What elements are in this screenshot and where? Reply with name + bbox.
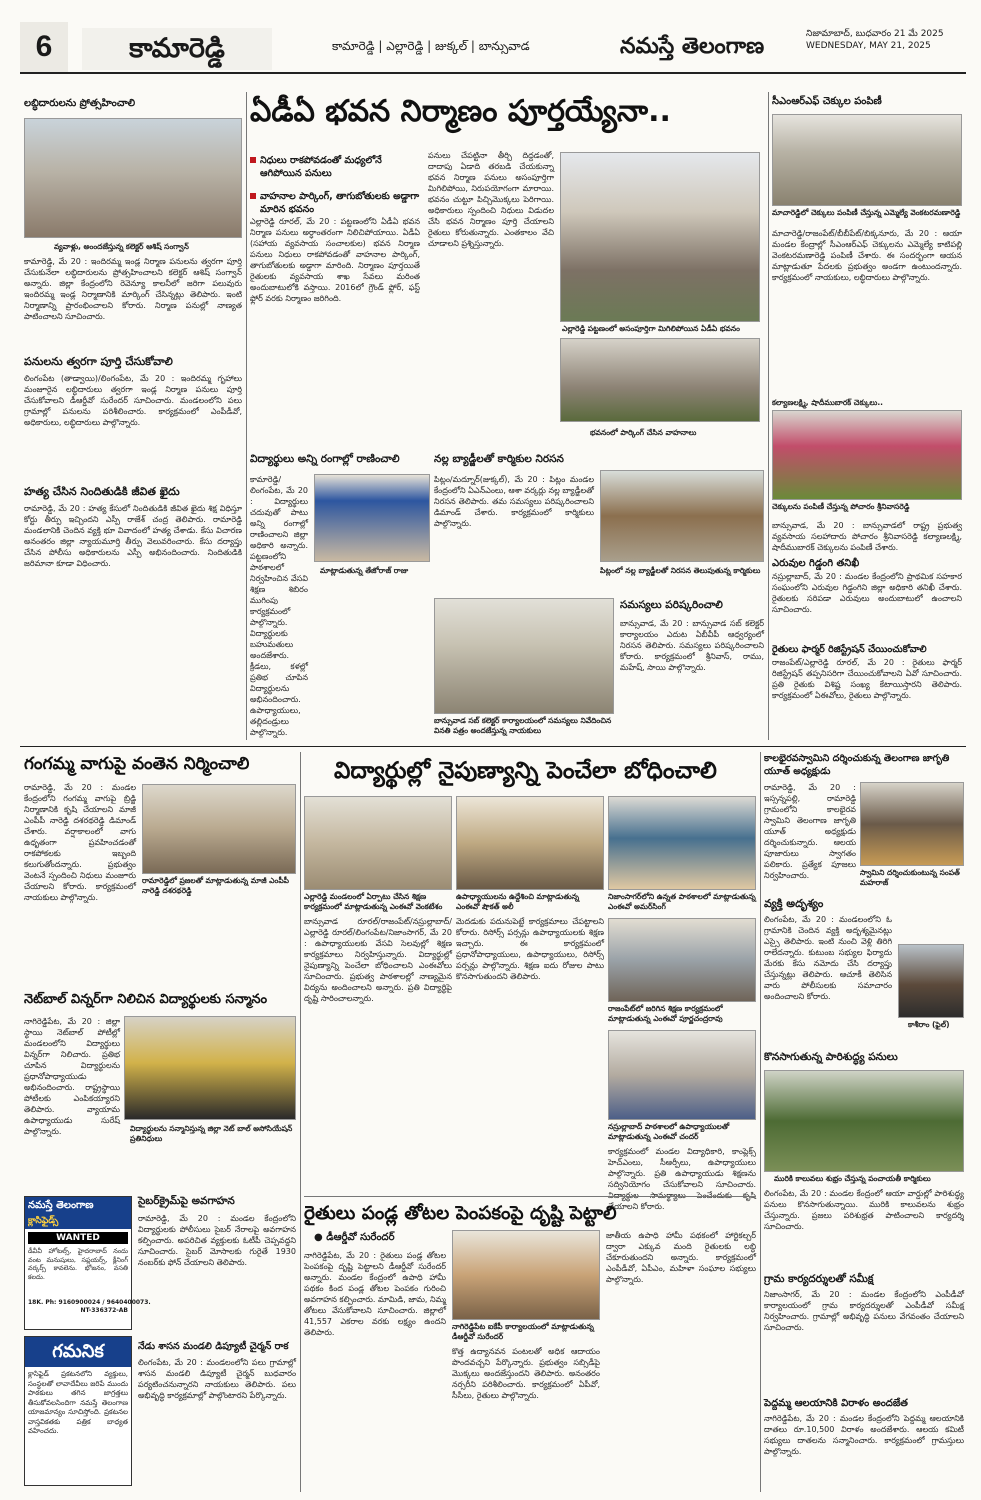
body: లింగంపేట, మే 20 : మండల కేంద్రంలో ఆయా వార్డుల్లో పారిశుద్ధ్య పనులు కొనసాగుతున్నాయి. మురికి కాలువలను శుభ్రం చేస్తున్నారు. ప్రజలు పరిశుభ్రత పాటించాలని కార్యదర్శి సూచించారు. [764,1189,964,1231]
story-temple [764,752,964,890]
photo-temple [860,782,964,866]
date-telugu: నిజామాబాద్, బుధవారం 21 మే 2025 [806,29,944,39]
ad-tagline: క్లాసిఫైడ్స్ [25,1215,131,1229]
ad-notice-title: గమనిక [25,1337,131,1367]
lead-body-2: పనులు చేపట్టినా తీర్చి దిద్దడంతో, దాదాపు ఏడాది తరబడి చేయకున్నా భవన నిర్మాణ పనులు అసంపూర్తిగా మిగిలిపోయి, నిరుపయోగంగా మారాయి. భవనం చుట్టూ పిచ్చిమొక్కలు పెరిగాయి. అధికారులు స్పందించి నిధులు విడుదల చేసి భవన నిర్మాణం పూర్తి చేయాలని రైతులు కోరుతున్నారు. ఎంతకాలం వేచి చూడాలని ప్రశ్నిస్తున్నారు. [428,151,554,248]
headline: లబ్ధిదారులను ప్రోత్సహించాలి [24,98,136,109]
story-farmers-garden [304,1200,756,1490]
photo-ada-building [560,152,760,322]
page-header [20,22,966,74]
bullet-2: వాహనాల పార్కింగ్, తాగుబోతులకు అడ్డాగా మారిన భవనం [250,190,420,216]
headline: రైతులు ఫార్మర్ రిజిస్ట్రేషన్ చేయించుకోవాలి [772,644,927,655]
caption-3: చెక్కులను పంపిణీ చేస్తున్న పోచారం శ్రీనివాసరెడ్డి [772,502,910,511]
lead-body-1: ఎల్లారెడ్డి రూరల్, మే 20 : పట్టణంలోని ఏడీఏ భవన నిర్మాణ పనులు అర్ధాంతరంగా నిలిచిపోయాయి. ఏడీఏ (సహాయ వ్యవసాయ సంచాలకుల) భవన నిర్మాణ పనులు నిధులు రాకపోవడంతో వాహనాల పార్కింగ్, తాగుబోతులకు అడ్డాగా మారింది. నిర్మాణం పూర్తయితే రైతులకు వ్యవసాయ శాఖ సేవలు మరింత అందుబాటులోకి వస్తాయి. 2016లో గ్రౌండ్ ఫ్లోర్, ఫస్ట్ ఫ్లోర్ వరకు నిర్మాణం జరిగింది. [250,217,420,303]
headline: విద్యార్థులు అన్ని రంగాల్లో రాణించాలి [250,453,400,465]
story-council-deputy [138,1340,296,1488]
photo-training-2 [456,796,604,890]
story-bridge [24,752,296,984]
section-title: కామారెడ్డి [82,28,272,70]
ad-classifieds [24,1196,151,1330]
byline-dot: ● [314,1232,327,1243]
caption: పిట్లంలో నల్ల బ్యాడ్జీలతో నిరసన తెలుపుతున్న కార్మికులు [600,566,761,575]
photo-cmrf [772,114,962,206]
story-rule [304,1196,756,1197]
story-netball [24,990,296,1186]
headline: సమస్యలు పరిష్కరించాలి [620,599,723,611]
body: పిట్లం/మద్నూర్(జుక్కల్), మే 20 : పిట్లం మండల కేంద్రంలోని ఏఎన్ఎంలు, ఆశా వర్కర్లు నల్ల బ్యాడ్జీలతో నిరసన తెలిపారు. తమ సమస్యలు పరిష్కరించాలని డిమాండ్ చేశారు. కార్యక్రమంలో కార్మికులు పాల్గొన్నారు. [434,475,594,528]
body-1: బాన్సువాడ రూరల్/రాజంపేట్/నస్రుల్లాబాద్/ఎల్లారెడ్డి రూరల్/లింగంపేట/నిజాంసాగర్, మే 20 : ఉపాధ్యాయులకు వేసవి సెలవుల్లో శిక్షణ కార్యక్రమాలు నిర్వహిస్తున్నారు. విద్యార్థుల్లో నైపుణ్యాన్ని పెంచేలా బోధించాలని ఎంఈవోలు సూచించారు. ప్రభుత్వ పాఠశాలల్లో నాణ్యమైన విద్యను అందించాలని అన్నారు. ప్రతి విద్యార్థిపై దృష్టి సారించాలన్నారు. [304,917,452,1003]
ad-wanted: WANTED [28,1232,128,1244]
lead-caption-1: ఎల్లారెడ్డి పట్టణంలో అసంపూర్తిగా మిగిలిపోయిన ఏడీఏ భవనం [562,324,740,333]
subsection-list: కామారెడ్డి | ఎల్లారెడ్డి | జుక్కల్ | బాన్సువాడ [332,39,530,53]
body: బాన్సువాడ, మే 20 : బాన్సువాడలో రాష్ట్ర ప్రభుత్వ వ్యవసాయ సలహాదారు పోచారం శ్రీనివాసరెడ్డి కల్యాణలక్ష్మి, షాదీముబారక్ చెక్కులను పంపిణీ చేశారు. [772,521,962,552]
body-2: కొత్త ఉద్యానవన పంటలతో అధిక ఆదాయం పొందవచ్చని పేర్కొన్నారు. ప్రభుత్వం సబ్సిడీపై మొక్కలు అందజేస్తుందని తెలిపారు. అనంతరం నర్సరీని పరిశీలించారు. కార్యక్రమంలో ఏపీవో, సీసీలు, రైతులు పాల్గొన్నారు. [452,1347,600,1400]
ad-body: డీవీవీ హోటల్స్, హైదరాబాద్ నందు వంట మనుషులు, సప్లయర్స్, క్లీనింగ్ వర్కర్స్ కావలెను. భోజనం, వసతి కలదు. [28,1247,128,1281]
photo-memorandum [434,598,614,714]
story-farmer-registration [772,642,962,740]
headline: కాలభైరవస్వామిని దర్శించుకున్న తెలంగాణ జాగృతి యూత్ అధ్యక్షుడు [764,753,950,777]
story-lead [250,92,762,444]
photo-training-1 [304,796,452,890]
headline: నేడు శాసన మండలి డిప్యూటీ చైర్మన్ రాక [138,1341,289,1352]
body: నస్రుల్లాబాద్, మే 20 : మండల కేంద్రంలోని ప్రాథమిక సహకార సంఘంలోని ఎరువుల గిడ్డంగిని జిల్లా అధికారి తనిఖీ చేశారు. రైతులకు సరిపడా ఎరువులు అందుబాటులో ఉంచాలని సూచించారు. [772,572,962,614]
caption-3: నిజాంసాగర్‌లోని ఉన్నత పాఠశాలలో మాట్లాడుతున్న ఎంఈవో అమర్‌సింగ్ [608,892,756,911]
photo-protest [600,470,764,562]
section-rule [20,746,966,747]
dateline [806,28,966,52]
headline: గ్రామ కార్యదర్శులతో సమీక్ష [764,1273,874,1285]
photo-collector [24,118,242,238]
bullet-1: నిధులు రాకపోవడంతో మధ్యలోనే ఆగిపోయిన పనులు [250,154,420,180]
body: రామారెడ్డి, మే 20 : ఇస్సన్నపల్లి, రామారెడ్డి గ్రామంలోని కాలభైరవ స్వామిని తెలంగాణ జాగృతి యూత్ అధ్యక్షుడు దర్శించుకున్నారు. ఆలయ పూజారులు స్వాగతం పలికారు. ప్రత్యేక పూజలు నిర్వహించారు. [764,783,856,880]
column-rule [768,92,769,740]
body-1: నాగిరెడ్డిపేట, మే 20 : రైతులు పండ్ల తోటల పెంపకంపై దృష్టి పెట్టాలని డీఆర్డీవో సురేందర్ అన్నారు. మండల కేంద్రంలో ఉపాధి హామీ పథకం కింద పండ్ల తోటల పెంపకం గురించి అవగాహన కల్పించారు. మామిడి, జామ, నిమ్మ తోటలు వేసుకోవాలని సూచించారు. జిల్లాలో 41,557 ఎకరాల వరకు లక్ష్యం ఉందని తెలిపారు. [304,1251,446,1337]
headline: సీఎంఆర్ఎఫ్ చెక్కుల పంపిణీ [772,96,882,107]
story-black-badges [434,452,764,592]
headline: ఎరువుల గిడ్డంగి తనిఖీ [772,558,860,569]
body-3: కార్యక్రమంలో మండల విద్యాధికారి, కాంప్లెక్స్ హెచ్ఎంలు, సీఆర్పీలు, ఉపాధ్యాయులు పాల్గొన్నారు. ప్రతి ఉపాధ్యాయుడు శిక్షణను సద్వినియోగం చేసుకోవాలని సూచించారు. చేయాలని కోరారు. [608,1147,756,1211]
byline [304,1230,395,1245]
caption: విద్యార్థులను సన్మానిస్తున్న జిల్లా నెట్ బాల్ అసోసియేషన్ ప్రతినిధులు [130,1124,293,1143]
photo-school-event [314,474,430,562]
body: రామారెడ్డి, మే 20 : మండల కేంద్రంలోని విద్యార్థులకు పోలీసులు సైబర్ నేరాలపై అవగాహన కల్పించారు. అపరిచిత వ్యక్తులకు ఓటీపీ చెప్పవద్దని సూచించారు. సైబర్ మోసాలకు గురైతే 1930 నంబర్‌కు ఫోన్ చేయాలని తెలిపారు. [138,1214,296,1267]
column-rule [760,752,761,1492]
story-temple-donation [764,1396,964,1490]
photo-training-3 [608,796,756,890]
caption: మాట్లాడుతున్న తేజోరాజ్ రాజు [320,566,409,575]
date-english: WEDNESDAY, MAY 21, 2025 [806,41,931,51]
lead-headline: ఏడీఏ భవన నిర్మాణం పూర్తయ్యేనా.. [250,94,671,129]
headline: గంగమ్మ వాగుపై వంతెన నిర్మించాలి [24,754,250,774]
photo-training-4 [608,918,756,1002]
page-number: 6 [20,22,68,72]
body: మాచారెడ్డి/రాజంపేట్/బీబీపేట్/బిక్కనూరు, మే 20 : ఆయా మండల కేంద్రాల్లో సీఎంఆర్ఎఫ్ చెక్కులను ఎమ్మెల్యే కాటిపల్లి వెంకటరమణారెడ్డి పంపిణీ చేశారు. ఈ సందర్భంగా ఆయన మాట్లాడుతూ పేదలకు ప్రభుత్వం అండగా ఉంటుందన్నారు. కార్యక్రమంలో నాయకులు, లబ్ధిదారులు పాల్గొన్నారు. [772,229,962,282]
story-problems [434,598,764,740]
lead-caption-2: భవనంలో పార్కింగ్ చేసిన వాహనాలు [590,428,697,437]
caption: కాశీరాం (ఫైల్) [908,1020,950,1029]
headline: సైబర్‌క్రైమ్‌పై అవగాహన [138,1195,235,1207]
body: లింగంపేట, మే 20 : మండలంలోని ఓ గ్రామానికి చెందిన వ్యక్తి అదృశ్యమైనట్లు ఎస్సై తెలిపారు. ఇంటి నుంచి వెళ్లి తిరిగి రాలేదన్నారు. కుటుంబ సభ్యుల ఫిర్యాదు మేరకు కేసు నమోదు చేసి దర్యాప్తు చేస్తున్నట్లు తెలిపారు. ఆచూకీ తెలిసిన వారు పోలీసులకు సమాచారం అందించాలని కోరారు. [764,915,892,1001]
story-quick-works [24,354,242,478]
lead-bullets [250,154,420,216]
caption: వ్యవాళ్లు, అంందజేస్తున్న కలెక్టర్ ఆశిష్ సంగ్వాన్ [54,242,189,251]
byline-text: డీఆర్డీవో సురేందర్ [326,1232,395,1243]
masthead: నమస్తే తెలంగాణ [620,33,765,59]
headline: పెద్దమ్మ ఆలయానికి విరాళం అందజేత [764,1398,908,1409]
body: లింగంపేట, మే 20 : మండలంలోని పలు గ్రామాల్లో శాసన మండలి డిప్యూటీ చైర్మన్ బుధవారం పర్యటించనున్నారని నాయకులు తెలిపారు. పలు అభివృద్ధి కార్యక్రమాల్లో పాల్గొంటారని పేర్కొన్నారు. [138,1358,296,1400]
story-cmrf [772,94,962,514]
headline: నెట్‌బాల్ విన్నర్‌గా నిలిచిన విద్యార్థులకు సన్మానం [24,992,268,1007]
caption: స్వామిని దర్శించుకుంటున్న సంపత్ మహరాజ్ [860,868,960,887]
headline: విద్యార్థుల్లో నైపుణ్యాన్ని పెంచేలా బోధించాలి [334,758,717,784]
story-students-talent [250,452,430,740]
body: లింగంపేట (తాడ్వాయి)/లింగంపేట, మే 20 : ఇందిరమ్మ గృహాలు మంజూరైన లబ్ధిదారులు త్వరగా ఇండ్ల నిర్మాణ పనులు పూర్తి చేసుకోవాలని డీఆర్డీవో సురేందర్ సూచించారు. మండలంలోని పలు గ్రామాల్లో పనులను పరిశీలించారు. కార్యక్రమంలో ఎంపీడీవో, అధికారులు, లబ్ధిదారులు పాల్గొన్నారు. [24,374,242,427]
photo-sanitation [764,1070,964,1172]
body: కామారెడ్డి, మే 20 : ఇందిరమ్మ ఇండ్ల నిర్మాణ పనులను త్వరగా పూర్తి చేసుకునేలా లబ్ధిదారులను ప్రోత్సహించాలని కలెక్టర్ ఆశిష్ సంగ్వాన్ అన్నారు. జిల్లా కేంద్రంలోని రెవెన్యూ కాలనీలో జరిగా పలువురు ఇందిరమ్మ ఇండ్ల నిర్మాణానికి మార్కింగ్ చేసిన్నట్లు తెలిపారు. ఇంటి నిర్మాణాన్ని ప్రారంభించాలని కోరారు. నిర్మాణ పనుల్లో నాణ్యత పాటించాలని సూచించారు. [24,257,242,321]
caption: బాన్సువాడ సబ్ కలెక్టర్ కార్యాలయంలో సమస్యలు నివేదించిన వినతి పత్రం అందజేస్తున్న నాయకులు [434,716,612,735]
ad-notice [24,1336,132,1486]
body: రాజంపేట్/ఎల్లారెడ్డి రూరల్, మే 20 : రైతులు ఫార్మర్ రిజిస్ట్రేషన్ తప్పనిసరిగా చేయించుకోవాలని ఏవో సూచించారు. ప్రతి రైతుకు విశిష్ట సంఖ్య కేటాయిస్తారని తెలిపారు. కార్యక్రమంలో ఏఈవోలు, రైతులు పాల్గొన్నారు. [772,658,962,700]
photo-missing-person [898,944,964,1018]
body: బాన్సువాడ, మే 20 : బాన్సువాడ సబ్ కలెక్టర్ కార్యాలయం ఎదుట ఏబీవీపీ ఆధ్వర్యంలో నిరసన తెలిపారు. సమస్యలు పరిష్కరించాలని కోరారు. కార్యక్రమంలో శ్రీనివాస్, రాము, మహేష్, సాయి పాల్గొన్నారు. [620,619,764,672]
photo-drdo-meeting [452,1230,600,1320]
photo-cheques [772,410,962,500]
story-skills [304,754,756,1211]
body: కామారెడ్డి/లింగంపేట, మే 20 : విద్యార్థులు చదువుతో పాటు అన్ని రంగాల్లో రాణించాలని జిల్లా అధికారి అన్నారు. పట్టణంలోని పాఠశాలలో నిర్వహించిన వేసవి శిక్షణ శిబిరం ముగింపు కార్యక్రమంలో పాల్గొన్నారు. విద్యార్థులకు బహుమతులు అందజేశారు. క్రీడలు, కళల్లో ప్రతిభ చూపిన విద్యార్థులను అభినందించారు. ఉపాధ్యాయులు, తల్లిదండ్రులు పాల్గొన్నారు. [250,475,308,737]
headline: వ్యక్తి అదృశ్యం [764,897,824,910]
column-rule [300,752,301,1492]
headline: నల్ల బ్యాడ్జీలతో కార్మికుల నిరసన [434,453,564,465]
headline: కొనసాగుతున్న పారిశుద్ధ్య పనులు [764,1051,898,1063]
body: నాగిరెడ్డిపేట, మే 20 : మండల కేంద్రంలోని పెద్దమ్మ ఆలయానికి దాతలు రూ.10,500 విరాళం అందజేశారు. ఆలయ కమిటీ సభ్యులు దాతలను సన్మానించారు. కార్యక్రమంలో గ్రామస్తులు పాల్గొన్నారు. [764,1414,964,1456]
caption-2: ఉపాధ్యాయులను ఉద్దేశించి మాట్లాడుతున్న ఎంఈవో షౌకత్ అలీ [456,892,580,911]
photo-parking [560,338,760,422]
caption: మాచారెడ్డిలో చెక్కులు పంపిణీ చేస్తున్న ఎమ్మెల్యే వెంకటరమణారెడ్డి [772,208,961,217]
photo-bridge-meeting [142,784,296,874]
photo-training-5 [608,1030,756,1120]
caption: రామారెడ్డిలో ప్రజలతో మాట్లాడుతున్న మాజీ ఎంపీపీ నారెడ్డి దశరథరెడ్డి [142,876,289,895]
ad-code: NT-336372-AB [80,1307,128,1314]
story-rain-check [772,556,962,636]
ad-notice-body: క్లాసిఫైడ్ ప్రకటనలోని వ్యక్తులు, సంస్థలతో లావాదేవీలు జరిపే ముందు పాఠకులు తగిన జాగ్రత్తలు తీసుకోవలసిందిగా నమస్తే తెలంగాణ యాజమాన్యం సూచిస్తోంది. ప్రకటనల వాస్తవికతకు పత్రిక బాధ్యత వహించదు. [28,1370,128,1435]
body: నాగిరెడ్డిపేట, మే 20 : జిల్లా స్థాయి నెట్‌బాల్ పోటీల్లో మండలంలోని విద్యార్థులు విన్నర్‌గా నిలిచారు. ప్రతిభ చూపిన విద్యార్థులను ప్రధానోపాధ్యాయుడు అభినందించారు. రాష్ట్రస్థాయి పోటీలకు ఎంపికయ్యారని తెలిపారు. వ్యాయామ ఉపాధ్యాయుడు సురేష్ పాల్గొన్నారు. [24,1017,120,1136]
body: రామారెడ్డి, మే 20 : హత్య కేసులో నిందితుడికి జీవిత ఖైదు శిక్ష విధిస్తూ కోర్టు తీర్పు ఇచ్చిందని ఎస్పీ రాజేశ్ చంద్ర తెలిపారు. రామారెడ్డి మండలానికి చెందిన వ్యక్తి భూ వివాదంలో హత్య చేశాడు. కేసు విచారణ అనంతరం జిల్లా న్యాయమూర్తి తీర్పు వెలువరించారు. కేసు దర్యాప్తు చేసిన పోలీసు అధికారులను ఎస్పీ అభినందించారు. నిందితుడికి జరిమానా కూడా విధించారు. [24,504,242,568]
body: నిజాంసాగర్, మే 20 : మండల కేంద్రంలోని ఎంపీడీవో కార్యాలయంలో గ్రామ కార్యదర్శులతో ఎంపీడీవో సమీక్ష నిర్వహించారు. గ్రామాల్లో అభివృద్ధి పనులు వేగవంతం చేయాలని సూచించారు. [764,1290,964,1332]
story-sanitation [764,1050,964,1266]
caption-2: కల్యాణలక్ష్మి, షాదీముబారక్ చెక్కులు.. [772,398,884,407]
story-missing [764,896,964,1046]
caption: మురికి కాలువలు శుభ్రం చేస్తున్న పంచాయతీ కార్మికులు [774,1174,931,1183]
caption-5: నస్రుల్లాబాద్ పాఠశాలలో ఉపాధ్యాయులతో మాట్లాడుతున్న ఎంఈవో చందర్ [608,1122,730,1141]
body-3: జాతీయ ఉపాధి హామీ పథకంలో హార్టికల్చర్ ద్వారా ఎక్కువ మంది రైతులకు లబ్ధి చేకూరుతుందని అన్నారు. కార్యక్రమంలో ఎంపీడీవో, ఏపీఎం, మహిళా సంఘాల సభ్యులు పాల్గొన్నారు. [606,1231,756,1284]
body-2: మెదడుకు పదునుపెట్టే కార్యక్రమాలు చేపట్టాలని కోరారు. రిసోర్స్ పర్సన్లు ఉపాధ్యాయులకు శిక్షణ ఇచ్చారు. ఈ కార్యక్రమంలో ప్రధానోపాధ్యాయులు, ఉపాధ్యాయులు, రిసోర్స్ పర్సన్లు పాల్గొన్నారు. శిక్షణ ఐదు రోజుల పాటు కొనసాగుతుందని తెలిపారు. [456,917,604,981]
story-village-secretaries [764,1272,964,1392]
headline: రైతులు పండ్ల తోటల పెంపకంపై దృష్టి పెట్టాలి [304,1203,617,1224]
caption-4: రాజంపేట్‌లో జరిగిన శిక్షణ కార్యక్రమంలో మాట్లాడుతున్న ఎంఈవో పూర్ణచంద్రరావు [608,1004,723,1023]
photo-netball-team [124,1016,296,1120]
ad-brand: నమస్తే తెలంగాణ [25,1197,131,1215]
ad-phone: 18K. Ph: 9160900024 / 9640400073. [28,1299,151,1306]
body: రామారెడ్డి, మే 20 : మండల కేంద్రంలోని గంగమ్మ వాగుపై బ్రిడ్జి నిర్మాణానికి కృషి చేయాలని మాజీ ఎంపీపీ నారెడ్డి దశరథరెడ్డి డిమాండ్ చేశారు. వర్షాకాలంలో వాగు ఉధృతంగా ప్రవహించడంతో రాకపోకలకు ఇబ్బంది కలుగుతోందన్నారు. ప్రభుత్వం వెంటనే స్పందించి నిధులు మంజూరు చేయాలని కోరారు. కార్యక్రమంలో నాయకులు పాల్గొన్నారు. [24,783,136,902]
story-murder [24,484,242,736]
story-cmrf-2 [772,520,962,550]
column-rule [246,92,247,740]
headline: హత్య చేసిన నిందితుడికి జీవిత ఖైదు [24,485,180,498]
caption-1: ఎల్లారెడ్డి మండలంలో ఏర్పాటు చేసిన శిక్షణ కార్యక్రమంలో మాట్లాడుతున్న ఎంఈవో వెంకటేశం [304,892,443,911]
story-cybercrime [138,1194,296,1334]
caption: నాగిరెడ్డిపేట ఐకేపీ కార్యాలయంలో మాట్లాడుతున్న డీఆర్డీవో సురేందర్ [452,1322,594,1341]
headline: పనులను త్వరగా పూర్తి చేసుకోవాలి [24,355,173,368]
